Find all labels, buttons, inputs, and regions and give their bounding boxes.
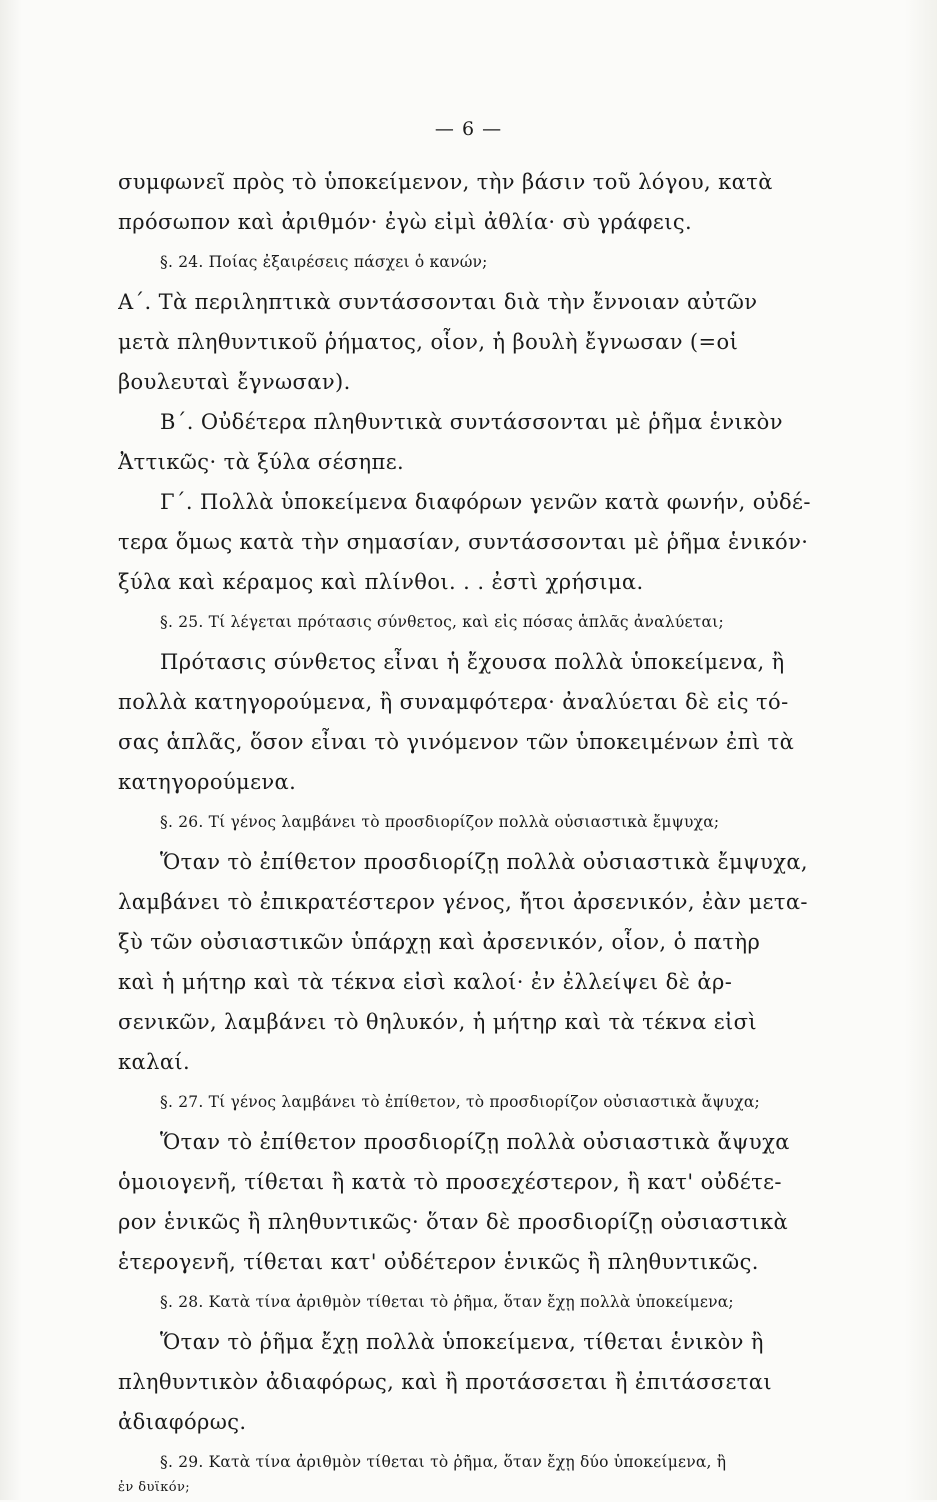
text-line: τερα ὅμως κατὰ τὴν σημασίαν, συντάσσονται μὲ ῥῆμα ἑνικόν· — [118, 530, 809, 554]
text-line: κατηγορούμενα. — [118, 770, 297, 794]
text-line: Ὅταν τὸ ἐπίθετον προσδιορίζῃ πολλὰ οὐσιαστικὰ ἔμψυχα, — [160, 850, 808, 874]
section-question: §. 28. Κατὰ τίνα ἀριθμὸν τίθεται τὸ ῥῆμα, ὅταν ἔχῃ πολλὰ ὑποκείμενα; — [160, 1293, 734, 1311]
text-line: Ὅταν τὸ ῥῆμα ἔχῃ πολλὰ ὑποκείμενα, τίθεται ἑνικὸν ἢ — [160, 1330, 764, 1354]
text-line: σενικῶν, λαμβάνει τὸ θηλυκόν, ἡ μήτηρ καὶ τὰ τέκνα εἰσὶ — [118, 1010, 758, 1034]
text-line: ὁμοιογενῆ, τίθεται ἢ κατὰ τὸ προσεχέστερον, ἢ κατ' οὐδέτε- — [118, 1170, 782, 1194]
text-line: ξύλα καὶ κέραμος καὶ πλίνθοι. . . ἐστὶ χρήσιμα. — [118, 570, 644, 594]
section-question: §. 29. Κατὰ τίνα ἀριθμὸν τίθεται τὸ ῥῆμα, ὅταν ἔχῃ δύο ὑποκείμενα, ἢ — [160, 1453, 727, 1471]
text-line: μετὰ πληθυντικοῦ ῥήματος, οἷον, ἡ βουλὴ ἔγνωσαν (=οἱ — [118, 330, 739, 354]
text-line: Β΄. Οὐδέτερα πληθυντικὰ συντάσσονται μὲ ῥῆμα ἑνικὸν — [160, 410, 783, 434]
text-line: ἑτερογενῆ, τίθεται κατ' οὐδέτερον ἑνικῶς ἢ πληθυντικῶς. — [118, 1250, 759, 1274]
text-line: καὶ ἡ μήτηρ καὶ τὰ τέκνα εἰσὶ καλοί· ἐν ἐλλείψει δὲ ἀρ- — [118, 970, 733, 994]
text-line: ρον ἑνικῶς ἢ πληθυντικῶς· ὅταν δὲ προσδιορίζῃ οὐσιαστικὰ — [118, 1210, 789, 1234]
section-question: §. 26. Τί γένος λαμβάνει τὸ προσδιορίζον πολλὰ οὐσιαστικὰ ἔμψυχα; — [160, 813, 720, 831]
page-number: — 6 — — [434, 118, 503, 140]
text-line: ἐν δυϊκόν; — [118, 1480, 191, 1495]
section-question: §. 25. Τί λέγεται πρότασις σύνθετος, καὶ εἰς πόσας ἁπλᾶς ἀναλύεται; — [160, 613, 724, 631]
text-line: συμφωνεῖ πρὸς τὸ ὑποκείμενον, τὴν βάσιν τοῦ λόγου, κατὰ — [118, 170, 773, 194]
text-line: πληθυντικὸν ἀδιαφόρως, καὶ ἢ προτάσσεται ἢ ἐπιτάσσεται — [118, 1370, 772, 1394]
text-line: καλαί. — [118, 1050, 191, 1074]
text-line: Α΄. Τὰ περιληπτικὰ συντάσσονται διὰ τὴν ἔννοιαν αὐτῶν — [118, 290, 758, 314]
text-line: ἀδιαφόρως. — [118, 1410, 247, 1434]
text-line: Γ΄. Πολλὰ ὑποκείμενα διαφόρων γενῶν κατὰ φωνήν, οὐδέ- — [160, 490, 811, 514]
text-line: ξὺ τῶν οὐσιαστικῶν ὑπάρχῃ καὶ ἀρσενικόν, οἷον, ὁ πατὴρ — [118, 930, 761, 954]
text-line: πολλὰ κατηγορούμενα, ἢ συναμφότερα· ἀναλύεται δὲ εἰς τό- — [118, 690, 789, 714]
text-line: Ὅταν τὸ ἐπίθετον προσδιορίζῃ πολλὰ οὐσιαστικὰ ἄψυχα — [160, 1130, 790, 1154]
text-line: βουλευταὶ ἔγνωσαν). — [118, 370, 351, 394]
text-line: σας ἁπλᾶς, ὅσον εἶναι τὸ γινόμενον τῶν ὑποκειμένων ἐπὶ τὰ — [118, 730, 795, 754]
section-question: §. 24. Ποίας ἐξαιρέσεις πάσχει ὁ κανών; — [160, 253, 488, 271]
text-line: Πρότασις σύνθετος εἶναι ἡ ἔχουσα πολλὰ ὑποκείμενα, ἢ — [160, 650, 785, 674]
text-line: πρόσωπον καὶ ἀριθμόν· ἐγὼ εἰμὶ ἀθλία· σὺ γράφεις. — [118, 210, 693, 234]
text-line: Ἀττικῶς· τὰ ξύλα σέσηπε. — [118, 450, 405, 474]
section-question: §. 27. Τί γένος λαμβάνει τὸ ἐπίθετον, τὸ προσδιορίζον οὐσιαστικὰ ἄψυχα; — [160, 1093, 760, 1111]
text-line: λαμβάνει τὸ ἐπικρατέστερον γένος, ἤτοι ἀρσενικόν, ἐὰν μετα- — [118, 890, 808, 914]
